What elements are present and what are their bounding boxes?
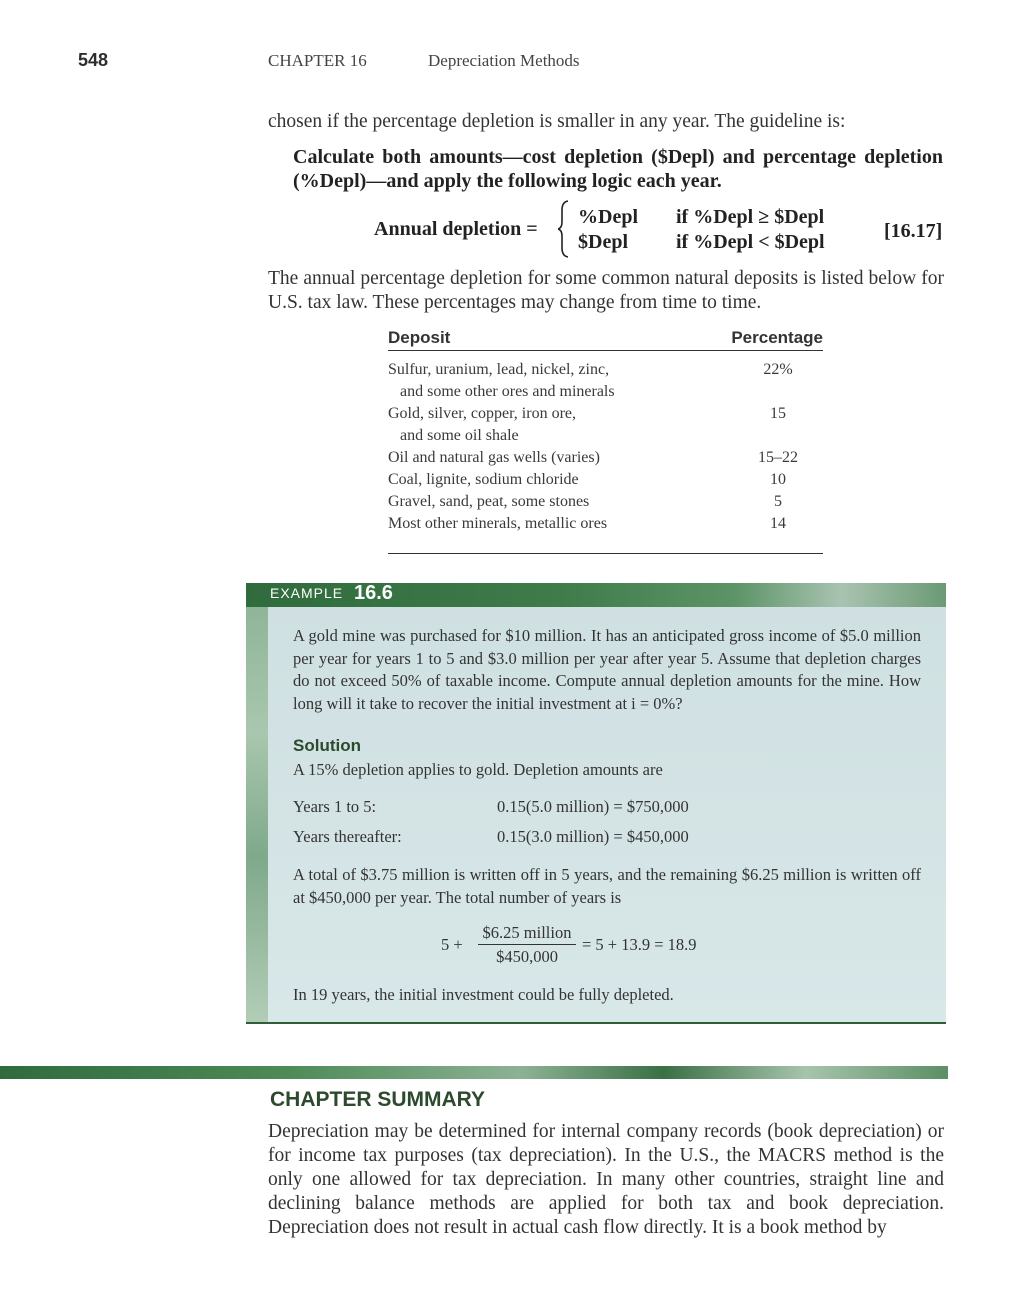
example-bottom-rule: [246, 1022, 946, 1024]
deposit-line: Gold, silver, copper, iron ore,: [388, 405, 576, 422]
fraction-bar: [478, 944, 576, 945]
page-number: 548: [78, 50, 109, 70]
years-fraction-equation: [441, 921, 741, 971]
solution-heading: Solution: [293, 736, 361, 755]
table-cell-deposit: [388, 359, 688, 403]
calc-row-value: 0.15(3.0 million) = $450,000: [497, 827, 689, 846]
column-header-percentage: Percentage: [731, 328, 823, 347]
fraction-prefix: 5 +: [441, 935, 463, 954]
table-cell-deposit: Most other minerals, metallic ores: [388, 515, 608, 532]
table-cell-percentage: 10: [770, 471, 786, 488]
chapter-summary-paragraph: Depreciation may be determined for internal company records (book depreciation) or for income tax purposes (tax depreciation). In the U.S., the MACRS method is the only one allowed for tax depreciation. In many other countries, straight line and declining balance methods are applied for both tax and book depreciation. Depreciation does not result in actual cash flow directly. It is a book method by: [268, 1121, 944, 1238]
fraction-numerator: $6.25 million: [482, 923, 572, 942]
table-cell-percentage: 14: [770, 515, 786, 532]
solution-intro: A 15% depletion applies to gold. Depletion amounts are: [293, 760, 663, 779]
total-paragraph: A total of $3.75 million is written off in 5 years, and the remaining $6.25 million is written off at $450,000 per year. The total number of years is: [293, 865, 921, 907]
equation-case1-value: %Depl: [578, 206, 638, 228]
column-header-deposit: Deposit: [388, 328, 451, 347]
table-bottom-rule: [388, 553, 823, 554]
equation-number: [16.17]: [884, 220, 943, 242]
guideline-statement: Calculate both amounts—cost depletion ($Depl) and percentage depletion (%Depl)—and apply the following logic each year.: [293, 146, 943, 192]
table-cell-deposit: Coal, lignite, sodium chloride: [388, 471, 579, 488]
table-cell-percentage: 22%: [763, 361, 793, 378]
calc-row-label: Years 1 to 5:: [293, 797, 377, 816]
table-cell-deposit: Oil and natural gas wells (varies): [388, 449, 600, 466]
deposit-line-cont: and some other ores and minerals: [400, 383, 615, 400]
deposit-line-cont: and some oil shale: [400, 427, 519, 444]
equation-lhs: Annual depletion =: [374, 218, 538, 240]
equation-case2-condition: if %Depl < $Depl: [676, 231, 825, 253]
table-header-rule: [388, 350, 823, 351]
fraction-result: = 5 + 13.9 = 18.9: [582, 935, 697, 954]
calc-row-label: Years thereafter:: [293, 827, 402, 846]
example-number: 16.6: [354, 582, 393, 604]
equation-case1-condition: if %Depl ≥ $Depl: [676, 206, 825, 228]
paragraph-percentages: The annual percentage depletion for some common natural deposits is listed below for U.S. tax law. These percentages may change from time to time.: [268, 268, 944, 313]
table-cell-deposit: [388, 403, 688, 447]
table-cell-deposit: Gravel, sand, peat, some stones: [388, 493, 590, 510]
depletion-equation: [268, 200, 948, 262]
example-problem-statement: A gold mine was purchased for $10 million. It has an anticipated gross income of $5.0 million per year for years 1 to 5 and $3.0 million per year after year 5. Assume that depletion charges do not exceed 50% of taxable income. Compute annual depletion amounts for the mine. How long will it take to recover the initial investment at i = 0%?: [293, 626, 921, 713]
example-tag: EXAMPLE: [270, 585, 344, 601]
table-cell-percentage: 5: [774, 493, 782, 510]
example-box: [246, 583, 946, 1024]
fraction-denominator: $450,000: [496, 947, 558, 966]
intro-line: chosen if the percentage depletion is smaller in any year. The guideline is:: [268, 111, 846, 132]
calc-row-value: 0.15(5.0 million) = $750,000: [497, 797, 689, 816]
chapter-summary-heading: CHAPTER SUMMARY: [270, 1088, 486, 1111]
deposit-line: Sulfur, uranium, lead, nickel, zinc,: [388, 361, 610, 378]
equation-case2-value: $Depl: [578, 231, 628, 253]
table-cell-percentage: 15–22: [758, 449, 798, 466]
example-conclusion: In 19 years, the initial investment could be fully depleted.: [293, 985, 674, 1004]
example-header-band: [246, 583, 946, 607]
table-cell-percentage: 15: [770, 405, 786, 422]
left-brace-icon: [558, 200, 570, 258]
summary-band: [0, 1066, 948, 1079]
example-left-bar: [246, 607, 268, 1024]
chapter-label: CHAPTER 16: [268, 51, 367, 70]
chapter-title: Depreciation Methods: [428, 51, 580, 70]
